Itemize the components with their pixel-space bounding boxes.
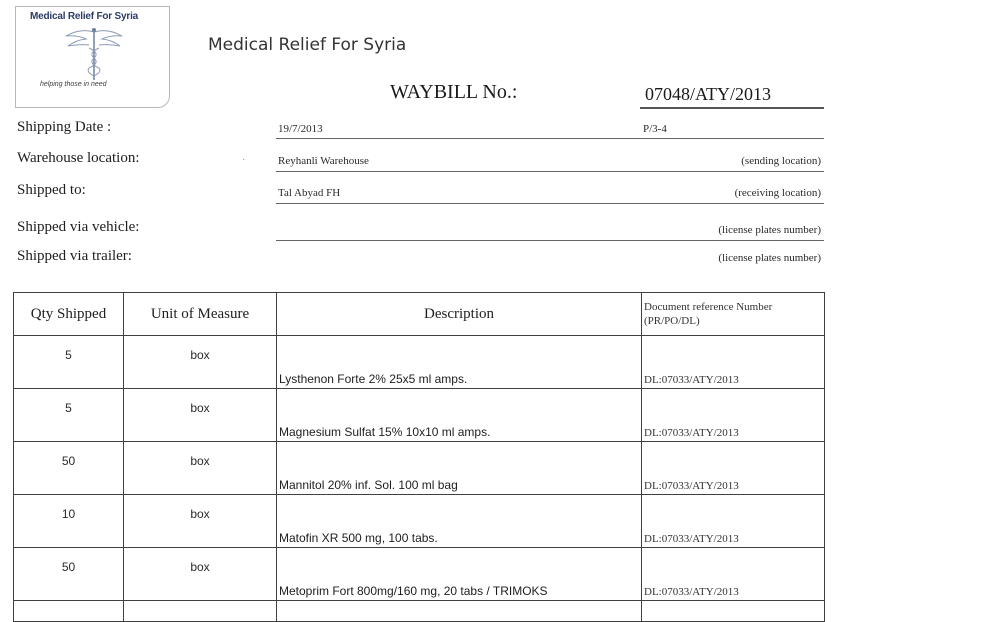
cell-description: Lysthenon Forte 2% 25x5 ml amps.: [277, 336, 642, 389]
shipped-to-note: (receiving location): [734, 187, 821, 199]
cell-unit: box: [124, 548, 277, 601]
cell-unit-empty: [124, 601, 277, 622]
cell-description: Matofin XR 500 mg, 100 tabs.: [277, 495, 642, 548]
cell-qty: 5: [14, 389, 124, 442]
table-row: [14, 336, 825, 389]
trailer-note: (license plates number): [718, 252, 821, 264]
cell-description: Magnesium Sulfat 15% 10x10 ml amps.: [277, 389, 642, 442]
shipped-to-value: Tal Abyad FH: [278, 187, 341, 199]
cell-reference: DL:07033/ATY/2013: [642, 442, 825, 495]
cell-reference: DL:07033/ATY/2013: [642, 336, 825, 389]
warehouse-note: (sending location): [741, 155, 821, 167]
logo-tagline: helping those in need: [40, 81, 107, 88]
table-row: [14, 442, 825, 495]
cell-reference: DL:07033/ATY/2013: [642, 495, 825, 548]
cell-unit: box: [124, 442, 277, 495]
cell-description: Metoprim Fort 800mg/160 mg, 20 tabs / TRIMOKS: [277, 548, 642, 601]
cell-reference: DL:07033/ATY/2013: [642, 548, 825, 601]
warehouse-line: [276, 171, 824, 172]
items-table: [13, 292, 825, 622]
table-row: [14, 548, 825, 601]
shipped-to-line: [276, 203, 824, 204]
cell-reference-empty: [642, 601, 825, 622]
cell-qty: 50: [14, 548, 124, 601]
cell-unit: box: [124, 495, 277, 548]
header-qty-shipped: Qty Shipped: [14, 293, 124, 336]
header-unit-of-measure: Unit of Measure: [124, 293, 277, 336]
cell-qty-empty: [14, 601, 124, 622]
shipped-to-label: Shipped to:: [17, 182, 86, 198]
table-row: [14, 389, 825, 442]
vehicle-label: Shipped via vehicle:: [17, 219, 140, 235]
cell-description: Mannitol 20% inf. Sol. 100 ml bag: [277, 442, 642, 495]
stray-mark: ·: [242, 155, 246, 166]
caduceus-icon: [62, 26, 126, 82]
organization-name: Medical Relief For Syria: [208, 35, 407, 55]
shipping-date-label: Shipping Date :: [17, 119, 112, 135]
page-reference: P/3-4: [643, 123, 667, 135]
waybill-label: WAYBILL No.:: [390, 81, 518, 103]
cell-qty: 50: [14, 442, 124, 495]
shipping-date-value: 19/7/2013: [278, 123, 323, 135]
vehicle-line: [276, 240, 824, 241]
header-reference-number: Document reference Number (PR/PO/DL): [642, 293, 825, 336]
logo-title: Medical Relief For Syria: [30, 11, 139, 22]
table-row-partial: [14, 601, 825, 622]
trailer-label: Shipped via trailer:: [17, 248, 132, 264]
waybill-number: 07048/ATY/2013: [645, 84, 771, 104]
cell-unit: box: [124, 336, 277, 389]
waybill-underline: [640, 107, 824, 109]
table-header-row: [14, 293, 825, 336]
cell-unit: box: [124, 389, 277, 442]
cell-description-empty: [277, 601, 642, 622]
cell-qty: 5: [14, 336, 124, 389]
table-row: [14, 495, 825, 548]
warehouse-value: Reyhanli Warehouse: [278, 155, 369, 167]
shipping-date-line: [276, 138, 824, 139]
warehouse-label: Warehouse location:: [17, 150, 140, 166]
vehicle-note: (license plates number): [718, 224, 821, 236]
cell-qty: 10: [14, 495, 124, 548]
cell-reference: DL:07033/ATY/2013: [642, 389, 825, 442]
header-description: Description: [277, 293, 642, 336]
